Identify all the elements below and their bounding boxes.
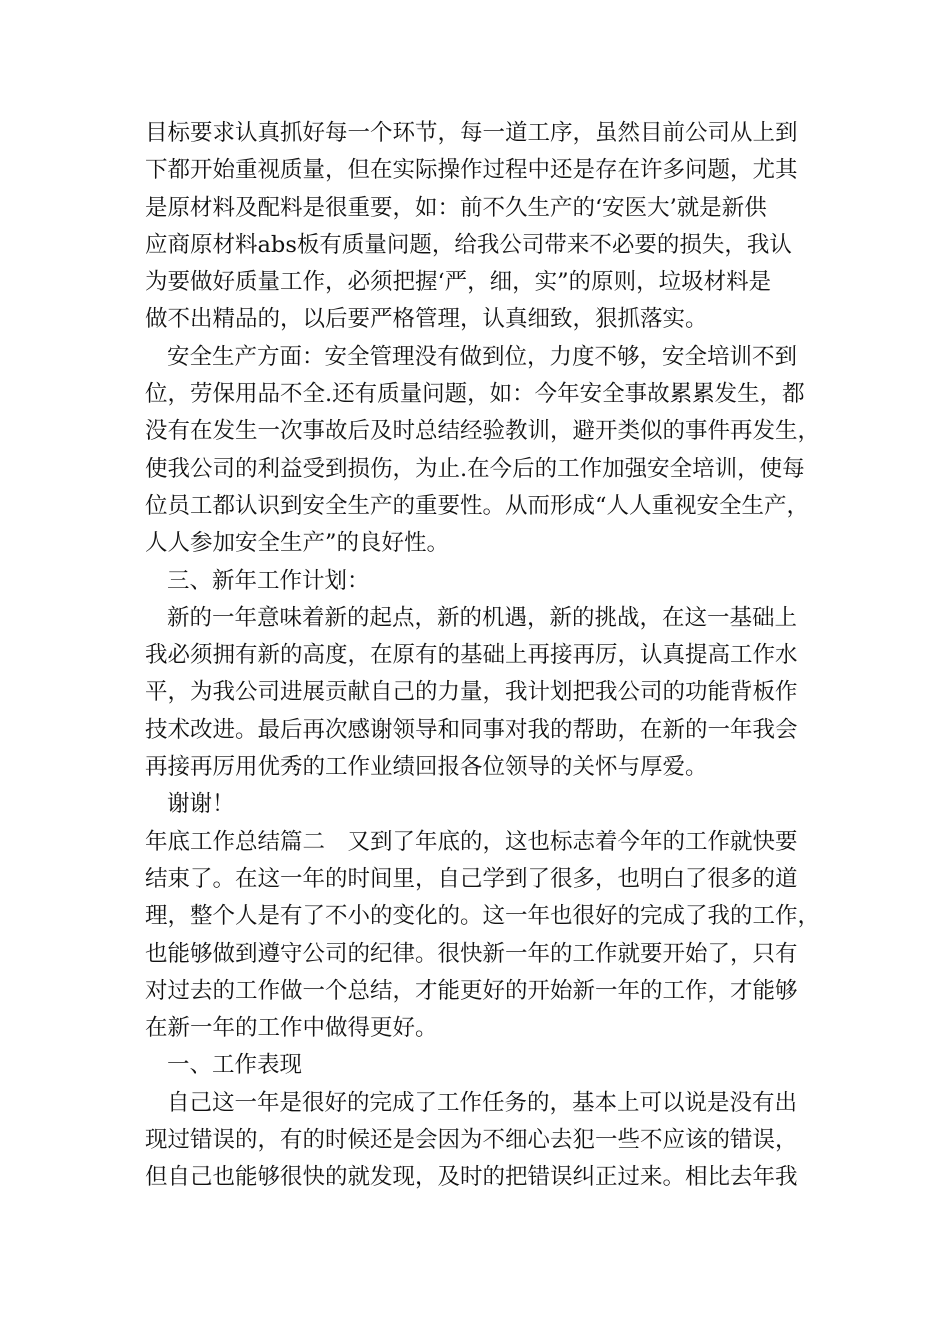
text-line: 目标要求认真抓好每一个环节，每一道工序，虽然目前公司从上到 xyxy=(145,120,798,146)
text-line: 年底工作总结篇二 又到了年底的，这也标志着今年的工作就快要 xyxy=(145,828,798,855)
text-line: 做不出精品的，以后要严格管理，认真细致，狠抓落实。 xyxy=(145,306,708,333)
text-line: 是原材料及配料是很重要，如：前不久生产的‘安医大’就是新供 xyxy=(145,194,767,221)
text-line: 理，整个人是有了不小的变化的。这一年也很好的完成了我的工作， xyxy=(145,903,821,930)
text-line: 也能够做到遵守公司的纪律。很快新一年的工作就要开始了，只有 xyxy=(145,940,798,967)
text-line: 平，为我公司进展贡献自己的力量，我计划把我公司的功能背板作 xyxy=(145,679,798,706)
text-line: 位，劳保用品不全.还有质量问题，如：今年安全事故累累发生，都 xyxy=(145,381,805,408)
text-line: 结束了。在这一年的时间里，自己学到了很多，也明白了很多的道 xyxy=(145,865,798,892)
text-line: 安全生产方面：安全管理没有做到位，力度不够，安全培训不到 xyxy=(167,343,798,370)
text-line: 自己这一年是很好的完成了工作任务的，基本上可以说是没有出 xyxy=(167,1089,798,1116)
text-line: 人人参加安全生产”的良好性。 xyxy=(145,530,450,557)
text-line: 应商原材料abs板有质量问题，给我公司带来不必要的损失，我认 xyxy=(145,231,792,258)
text-line: 使我公司的利益受到损伤，为止.在今后的工作加强安全培训，使每 xyxy=(145,455,805,482)
text-line: 我必须拥有新的高度，在原有的基础上再接再厉，认真提高工作水 xyxy=(145,642,798,669)
text-line: 没有在发生一次事故后及时总结经验教训，避开类似的事件再发生， xyxy=(145,418,821,445)
text-line: 但自己也能够很快的就发现，及时的把错误纠正过来。相比去年我 xyxy=(145,1164,798,1191)
text-line: 为要做好质量工作，必须把握‘严，细，实”的原则，垃圾材料是 xyxy=(145,269,772,296)
text-line: 三、新年工作计划： xyxy=(167,567,370,594)
text-line: 对过去的工作做一个总结，才能更好的开始新一年的工作，才能够 xyxy=(145,977,798,1004)
text-line: 谢谢！ xyxy=(167,791,235,818)
text-line: 新的一年意味着新的起点，新的机遇，新的挑战，在这一基础上 xyxy=(167,604,798,631)
text-line: 现过错误的，有的时候还是会因为不细心去犯一些不应该的错误， xyxy=(145,1127,798,1154)
text-line: 一、工作表现 xyxy=(167,1052,303,1079)
text-line: 再接再厉用优秀的工作业绩回报各位领导的关怀与厚爱。 xyxy=(145,754,708,781)
text-line: 技术改进。最后再次感谢领导和同事对我的帮助，在新的一年我会 xyxy=(145,716,798,743)
document-body xyxy=(145,115,835,1197)
text-line: 下都开始重视质量，但在实际操作过程中还是存在许多问题，尤其 xyxy=(145,157,798,184)
text-line: 在新一年的工作中做得更好。 xyxy=(145,1015,438,1042)
text-line: 位员工都认识到安全生产的重要性。从而形成“人人重视安全生产， xyxy=(145,492,810,519)
